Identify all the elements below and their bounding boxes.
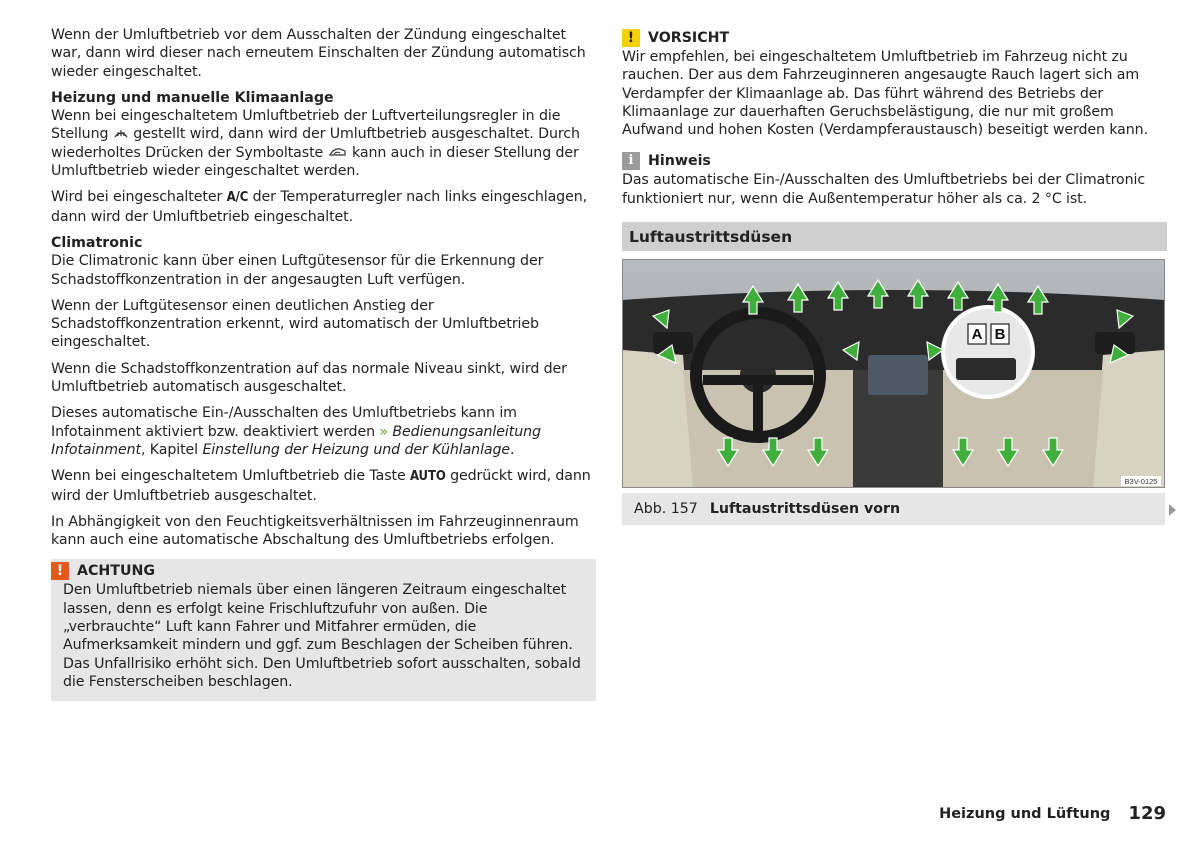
info-icon: i <box>622 152 640 170</box>
label-b: B <box>994 326 1006 344</box>
hinweis-header <box>622 151 1167 171</box>
reference-link[interactable]: Bedienungsanleitung Infotainment <box>51 423 541 458</box>
link-arrow-icon: » <box>379 423 388 440</box>
hinweis-title: Hinweis <box>648 153 711 170</box>
chapter-reference: Einstellung der Heizung und der Kühlanlage <box>202 441 511 458</box>
paragraph: Dieses automatische Ein-/Ausschalten des Umluftbetriebs kann im Infotainment aktiviert bzw. deaktiviert werden » Bedienungsanleitung Infotainment, Kapitel Einstellung der Heizung und der Kühlanlage. <box>51 405 541 458</box>
subheading-climatronic: Climatronic <box>51 234 143 251</box>
recirculation-icon <box>328 145 348 161</box>
caption-title: Luftaustrittsdüsen vorn <box>709 501 901 518</box>
hinweis-text: Das automatische Ein-/Ausschalten des Umluftbetriebs bei der Climatronic funktioniert nur, wenn die Außentemperatur höher als ca. 2 °C ist. <box>622 172 1146 207</box>
defrost-icon <box>113 126 129 142</box>
paragraph: Die Climatronic kann über einen Luftgütesensor für die Erkennung der Schadstoffkonzentration in der angesaugten Luft verfügen. <box>51 253 544 288</box>
dashboard-illustration <box>623 260 1164 487</box>
paragraph: Wenn bei eingeschaltetem Umluftbetrieb die Taste AUTO gedrückt wird, dann wird der Umluftbetrieb ausgeschaltet. <box>51 468 591 504</box>
auto-symbol: AUTO <box>410 469 446 485</box>
paragraph: Wenn bei eingeschaltetem Umluftbetrieb der Luftverteilungsregler in die Stellung gestellt wird, dann wird der Umluftbetrieb ausgeschaltet. Durch wiederholtes Drücken der Symboltaste kann auch in dieser Stellung der Umluftbetrieb wieder eingeschaltet werden. <box>51 108 580 180</box>
paragraph: Wenn der Luftgütesensor einen deutlichen Anstieg der Schadstoffkonzentration erkennt, wird automatisch der Umluftbetrieb eingeschaltet. <box>51 297 539 351</box>
footer-section-title: Heizung und Lüftung <box>939 805 1111 822</box>
label-a: A <box>971 326 983 344</box>
achtung-box <box>51 559 596 701</box>
next-page-arrow-icon[interactable] <box>1169 504 1176 516</box>
subheading-heizung: Heizung und manuelle Klimaanlage <box>51 89 334 106</box>
ac-symbol: A/C <box>226 190 249 206</box>
figure-caption <box>622 493 1165 525</box>
right-column <box>622 28 1167 525</box>
page-footer <box>939 803 1166 824</box>
figure-code: B3V-0125 <box>1124 477 1158 487</box>
paragraph: Wird bei eingeschalteter A/C der Temperaturregler nach links eingeschlagen, dann wird der Umluftbetrieb eingeschaltet. <box>51 189 588 225</box>
warning-icon: ! <box>51 562 69 580</box>
caution-icon: ! <box>622 29 640 47</box>
paragraph: Wenn der Umluftbetrieb vor dem Ausschalten der Zündung eingeschaltet war, dann wird dieser nach erneutem Einschalten der Zündung automatisch wieder eingeschaltet. <box>51 27 586 80</box>
achtung-title: ACHTUNG <box>77 563 155 580</box>
vorsicht-title: VORSICHT <box>648 30 730 46</box>
vorsicht-text: Wir empfehlen, bei eingeschaltetem Umluftbetrieb im Fahrzeug nicht zu rauchen. Der aus dem Fahrzeuginneren angesaugte Rauch lagert sich am Verdampfer der Klimaanlage ab. Das führt während des Betriebs der Klimaanlage zur dauerhaften Geruchsbelästigung, die nur mit großem Aufwand und hohen Kosten (Verdampferaustausch) beseitigt werden kann. <box>622 49 1148 139</box>
section-heading: Luftaustrittsdüsen <box>622 222 1167 251</box>
page-number: 129 <box>1128 803 1166 824</box>
paragraph: In Abhängigkeit von den Feuchtigkeitsverhältnissen im Fahrzeuginnenraum kann auch eine automatische Abschaltung des Umluftbetriebs erfolgen. <box>51 513 579 549</box>
left-column <box>51 26 596 701</box>
achtung-text: Den Umluftbetrieb niemals über einen längeren Zeitraum eingeschaltet lassen, denn es erfolgt keine Frischluftzufuhr von außen. Die „verbrauchte“ Luft kann Fahrer und Mitfahrer ermüden, die Aufmerksamkeit mindern und ggf. zum Beschlagen der Scheiben führen. Das Unfallrisiko erhöht sich. Den Umluftbetrieb sofort ausschalten, sobald die Fensterscheiben beschlagen. <box>63 582 581 690</box>
figure-air-vents <box>622 259 1165 488</box>
paragraph: Wenn die Schadstoffkonzentration auf das normale Niveau sinkt, wird der Umluftbetrieb automatisch ausgeschaltet. <box>51 360 567 396</box>
vorsicht-header <box>622 28 1167 48</box>
achtung-header <box>51 561 584 581</box>
caption-number: Abb. 157 <box>634 501 698 518</box>
